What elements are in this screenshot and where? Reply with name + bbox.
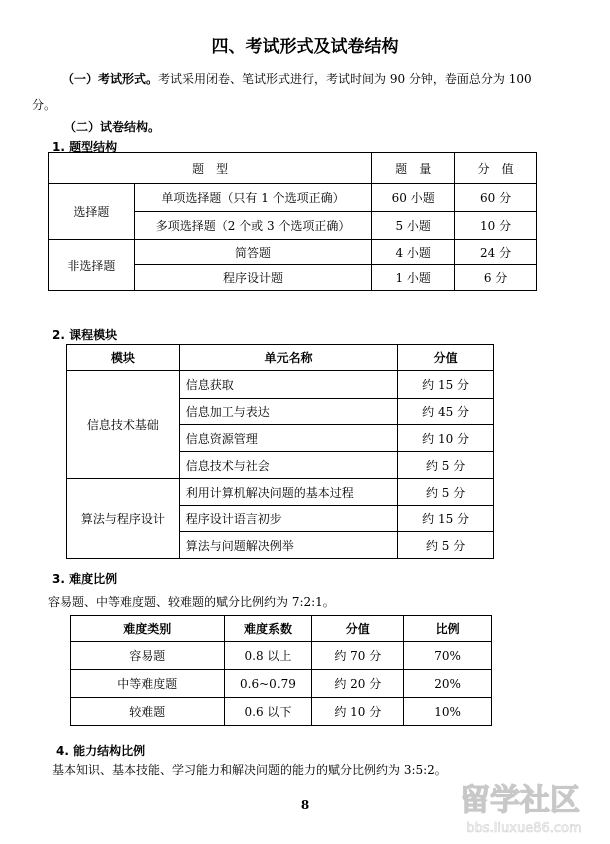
question-count: 60 小题 <box>372 184 455 212</box>
unit-name: 信息技术与社会 <box>179 452 397 479</box>
question-type-table <box>48 152 537 291</box>
question-type: 单项选择题（只有 1 个选项正确） <box>134 184 371 212</box>
header-type: 题 型 <box>49 153 372 184</box>
unit-score: 约 5 分 <box>398 532 494 559</box>
question-type: 多项选择题（2 个或 3 个选项正确） <box>134 212 371 240</box>
question-score: 10 分 <box>455 212 537 240</box>
difficulty-category: 中等难度题 <box>71 670 225 698</box>
unit-name: 信息加工与表达 <box>179 399 397 425</box>
page-title: 四、考试形式及试卷结构 <box>211 37 399 57</box>
unit-name: 程序设计语言初步 <box>179 506 397 532</box>
unit-score: 约 15 分 <box>398 506 494 532</box>
course-module-table <box>66 344 494 559</box>
header-score: 分值 <box>312 616 404 642</box>
exam-form-text: 考试采用闭卷、笔试形式进行，考试时间为 90 分钟，卷面总分为 100 <box>158 72 532 86</box>
question-count: 1 小题 <box>372 265 455 291</box>
header-score: 分 值 <box>455 153 537 184</box>
group-name: 选择题 <box>49 184 135 240</box>
difficulty-ratio: 70% <box>404 642 492 670</box>
difficulty-intro: 容易题、中等难度题、较难题的赋分比例约为 7:2:1。 <box>48 595 335 609</box>
unit-score: 约 10 分 <box>398 425 494 452</box>
question-score: 24 分 <box>455 240 537 265</box>
difficulty-category: 较难题 <box>71 698 225 726</box>
difficulty-table <box>70 615 492 726</box>
unit-name: 信息资源管理 <box>179 425 397 452</box>
difficulty-score: 约 20 分 <box>312 670 404 698</box>
section1-heading: 1. 题型结构 <box>52 140 118 154</box>
unit-score: 约 45 分 <box>398 399 494 425</box>
unit-name: 利用计算机解决问题的基本过程 <box>179 479 397 506</box>
difficulty-coefficient: 0.6~0.79 <box>224 670 312 698</box>
watermark-url: bbs.liuxue86.com <box>466 821 582 836</box>
difficulty-ratio: 20% <box>404 670 492 698</box>
unit-score: 约 5 分 <box>398 479 494 506</box>
group-name: 非选择题 <box>49 240 135 291</box>
difficulty-coefficient: 0.8 以上 <box>224 642 312 670</box>
question-type: 程序设计题 <box>134 265 371 291</box>
ability-paragraph: 基本知识、基本技能、学习能力和解决问题的能力的赋分比例约为 3:5:2。 <box>52 763 447 777</box>
unit-score: 约 15 分 <box>398 371 494 399</box>
watermark-text: 留学社区 <box>460 783 580 818</box>
header-difficulty: 难度类别 <box>71 616 225 642</box>
question-type: 简答题 <box>134 240 371 265</box>
question-count: 5 小题 <box>372 212 455 240</box>
question-score: 60 分 <box>455 184 537 212</box>
section4-heading: 4. 能力结构比例 <box>56 744 146 758</box>
difficulty-score: 约 10 分 <box>312 698 404 726</box>
difficulty-score: 约 70 分 <box>312 642 404 670</box>
page-number: 8 <box>300 798 310 812</box>
difficulty-ratio: 10% <box>404 698 492 726</box>
paper-structure-label: （二）试卷结构。 <box>64 120 161 134</box>
difficulty-category: 容易题 <box>71 642 225 670</box>
section3-heading: 3. 难度比例 <box>52 572 118 586</box>
unit-name: 信息获取 <box>179 371 397 399</box>
difficulty-coefficient: 0.6 以下 <box>224 698 312 726</box>
module-name: 算法与程序设计 <box>67 479 180 559</box>
header-ratio: 比例 <box>404 616 492 642</box>
exam-form-paragraph <box>62 68 552 90</box>
header-unit: 单元名称 <box>179 345 397 371</box>
exam-form-label: （一）考试形式。 <box>62 72 159 86</box>
header-module: 模块 <box>67 345 180 371</box>
header-score: 分值 <box>398 345 494 371</box>
header-count: 题 量 <box>372 153 455 184</box>
section2-heading: 2. 课程模块 <box>52 328 118 342</box>
header-coefficient: 难度系数 <box>224 616 312 642</box>
exam-form-continuation: 分。 <box>32 98 57 112</box>
unit-score: 约 5 分 <box>398 452 494 479</box>
watermark-logo <box>432 770 608 840</box>
question-score: 6 分 <box>455 265 537 291</box>
unit-name: 算法与问题解决例举 <box>179 532 397 559</box>
question-count: 4 小题 <box>372 240 455 265</box>
module-name: 信息技术基础 <box>67 371 180 479</box>
